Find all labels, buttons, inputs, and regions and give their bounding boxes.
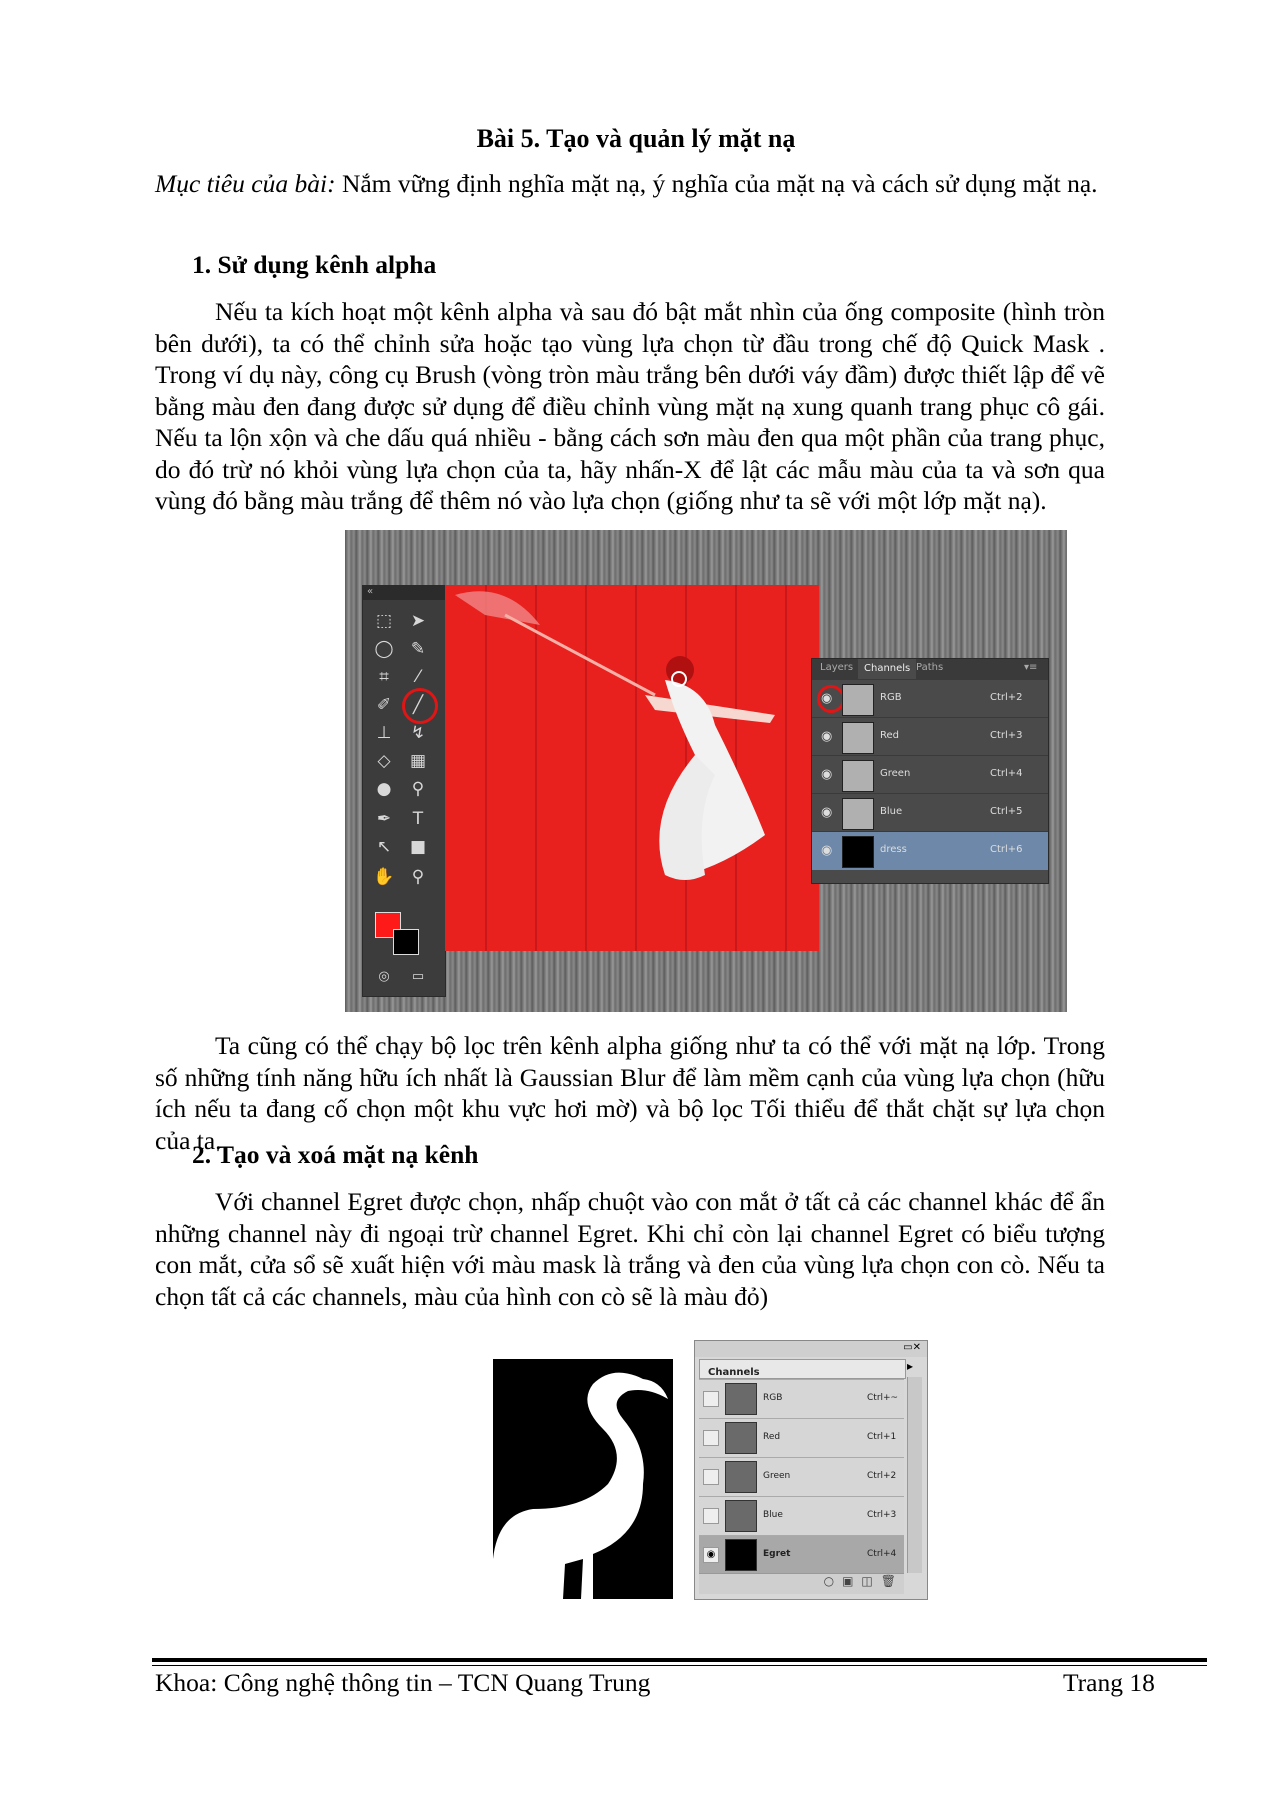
channel-shortcut: Ctrl+3 [990, 730, 1023, 741]
woman-with-umbrella-image [445, 585, 819, 951]
channel-name: Blue [880, 806, 903, 817]
channel-shortcut: Ctrl+4 [990, 768, 1023, 779]
channel-name: Egret [763, 1549, 791, 1559]
dodge-tool-icon: ⚲ [411, 779, 425, 799]
channel-name: RGB [763, 1393, 783, 1403]
move-tool-icon: ➤ [410, 611, 426, 631]
tools-panel-header: « [363, 586, 445, 600]
zoom-tool-icon: ⚲ [411, 867, 425, 887]
channels-panel-classic [694, 1340, 928, 1600]
gradient-icon: ▦ [409, 751, 427, 771]
background-color-swatch [393, 929, 419, 955]
section-2-heading: 2. Tạo và xoá mặt nạ kênh [192, 1140, 479, 1169]
visibility-checkbox[interactable] [703, 1508, 719, 1524]
brush-highlight-circle [402, 688, 438, 724]
visibility-checkbox[interactable] [703, 1391, 719, 1407]
eraser-icon: ◇ [377, 751, 391, 771]
channel-thumbnail [842, 722, 874, 754]
footer-divider [152, 1658, 1207, 1662]
channel-thumbnail [725, 1539, 757, 1571]
eye-icon[interactable]: ◉ [821, 691, 833, 706]
goal-label: Mục tiêu của bài: [155, 169, 336, 198]
channel-shortcut: Ctrl+2 [990, 692, 1023, 703]
lasso-tool-icon: ◯ [374, 639, 394, 659]
channel-thumbnail [725, 1461, 757, 1493]
section-1-paragraph-1: Nếu ta kích hoạt một kênh alpha và sau đó bật mắt nhìn của ống composite (hình tròn bên dưới), ta có thể chỉnh sửa hoặc tạo vùng lựa chọn từ đầu trong chế độ Quick Mask . Trong ví dụ này, công cụ Brush (vòng tròn màu trắng bên dưới váy đầm) được thiết lập để vẽ bằng màu đen đang được sử dụng để điều chỉnh vùng mặt nạ xung quanh trang phục cô gái. Nếu ta lộn xộn và che dấu quá nhiều - bằng cách sơn màu đen qua một phần của trang phục, do đó trừ nó khỏi vùng lựa chọn của ta, hãy nhấn-X để lật các mẫu màu của ta và sơn qua vùng đó bằng màu trắng để thêm nó vào lựa chọn (giống như ta sẽ với một lớp mặt nạ). [155, 297, 1105, 515]
channel-shortcut: Ctrl+1 [867, 1432, 897, 1442]
channel-thumbnail [725, 1500, 757, 1532]
egret-mask-image [493, 1359, 673, 1599]
channel-shortcut: Ctrl+2 [867, 1471, 897, 1481]
channel-row-red[interactable] [699, 1418, 904, 1457]
image-canvas [445, 585, 819, 951]
egret-silhouette [493, 1359, 673, 1599]
channel-row-dress[interactable] [812, 831, 1048, 870]
eye-icon[interactable]: ◉ [821, 729, 833, 744]
panel-titlebar [695, 1341, 927, 1357]
healing-brush-icon: ✐ [376, 695, 392, 715]
eye-icon[interactable]: ◉ [821, 767, 833, 782]
panel-tabs [812, 659, 1048, 679]
channel-shortcut: Ctrl+~ [867, 1393, 899, 1403]
channel-row-rgb[interactable] [699, 1379, 904, 1418]
channel-shortcut: Ctrl+5 [990, 806, 1023, 817]
footer-divider-thin [152, 1665, 1207, 1666]
visibility-checkbox[interactable] [703, 1469, 719, 1485]
section-1-heading: 1. Sử dụng kênh alpha [192, 250, 437, 279]
tab-channels[interactable]: Channels [858, 659, 916, 679]
panel-menu-icon[interactable]: ▾≡ [1024, 662, 1038, 673]
panel-tabbar [699, 1359, 906, 1379]
visibility-checkbox[interactable] [703, 1430, 719, 1446]
marquee-tool-icon: ⬚ [375, 611, 393, 631]
channel-thumbnail [725, 1422, 757, 1454]
channel-row-blue[interactable] [812, 793, 1048, 832]
tab-channels[interactable]: Channels [708, 1367, 760, 1378]
channel-row-rgb[interactable] [812, 679, 1048, 718]
channel-name: Green [763, 1471, 791, 1481]
quick-select-icon: ✎ [410, 639, 426, 659]
channel-thumbnail [842, 798, 874, 830]
channel-shortcut: Ctrl+4 [867, 1549, 897, 1559]
quick-mask-icon: ◎ [378, 969, 390, 984]
channel-name: RGB [880, 692, 902, 703]
channels-panel [811, 658, 1049, 884]
panel-menu-icon[interactable]: ▸ [907, 1359, 914, 1373]
channel-name: Green [880, 768, 911, 779]
section-2-paragraph-1: Với channel Egret được chọn, nhấp chuột vào con mắt ở tất cả các channel khác để ẩn những channel này đi ngoại trừ channel Egret. Khi chỉ còn lại channel Egret có biểu tượng con mắt, cửa sổ sẽ xuất hiện với màu mask là trắng và đen của vùng lựa chọn con cò. Nếu ta chọn tất cả các channels, màu của hình con cò sẽ là màu đỏ) [155, 1187, 1105, 1311]
eye-icon[interactable]: ◉ [821, 843, 833, 858]
goal-text: Nắm vững định nghĩa mặt nạ, ý nghĩa của mặt nạ và cách sử dụng mặt nạ. [335, 169, 1098, 198]
eye-icon[interactable]: ◉ [703, 1547, 719, 1563]
type-tool-icon: T [412, 809, 424, 829]
footer-department: Khoa: Công nghệ thông tin – TCN Quang Trung [155, 1668, 651, 1697]
blur-tool-icon: ● [376, 779, 392, 799]
brush-tool-icon: ╱ [412, 695, 424, 715]
channel-thumbnail [842, 684, 874, 716]
channel-shortcut: Ctrl+3 [867, 1510, 897, 1520]
lesson-goal [155, 168, 1105, 200]
channel-row-blue[interactable] [699, 1496, 904, 1535]
footer-page-number: Trang 18 [1063, 1668, 1155, 1697]
channel-thumbnail [725, 1383, 757, 1415]
lesson-title: Bài 5. Tạo và quản lý mặt nạ [476, 124, 796, 153]
hand-tool-icon: ✋ [373, 867, 395, 887]
panel-footer-buttons[interactable]: ○▣◫🗑 [699, 1573, 904, 1594]
eye-icon[interactable]: ◉ [821, 805, 833, 820]
history-brush-icon: ↯ [410, 723, 426, 743]
shape-tool-icon: ■ [409, 837, 427, 857]
crop-tool-icon: ⌗ [379, 667, 389, 687]
pen-tool-icon: ✒ [376, 809, 392, 829]
panel-scrollbar[interactable] [907, 1377, 922, 1573]
channel-name: Blue [763, 1510, 783, 1520]
channel-shortcut: Ctrl+6 [990, 844, 1023, 855]
eyedropper-icon: ⁄ [416, 667, 420, 687]
tab-layers[interactable]: Layers [820, 662, 854, 673]
channel-row-green[interactable] [699, 1457, 904, 1496]
close-icon[interactable]: ▭✕ [903, 1342, 921, 1353]
channel-row-red[interactable] [812, 717, 1048, 756]
channel-thumbnail [842, 836, 874, 868]
channel-name: Red [763, 1432, 781, 1442]
section-1-paragraph-2: Ta cũng có thể chạy bộ lọc trên kênh alpha giống như ta có thể với mặt nạ lớp. Trong số những tính năng hữu ích nhất là Gaussian Blur để làm mềm cạnh của vùng lựa chọn (hữu ích nếu ta đang cố chọn một khu vực hơi mờ) và bộ lọc Tối thiểu để thắt chặt sự lựa chọn của ta. [155, 1031, 1105, 1155]
tab-paths[interactable]: Paths [916, 662, 944, 673]
path-select-icon: ↖ [376, 837, 392, 857]
channel-row-egret[interactable] [699, 1535, 904, 1574]
screen-mode-icon: ▭ [411, 969, 425, 984]
clone-stamp-icon: ⊥ [376, 723, 392, 743]
tools-panel [362, 585, 446, 997]
channel-name: Red [880, 730, 899, 741]
channel-name: dress [880, 844, 907, 855]
channel-row-green[interactable] [812, 755, 1048, 794]
photoshop-figure [345, 530, 1067, 1012]
channel-thumbnail [842, 760, 874, 792]
